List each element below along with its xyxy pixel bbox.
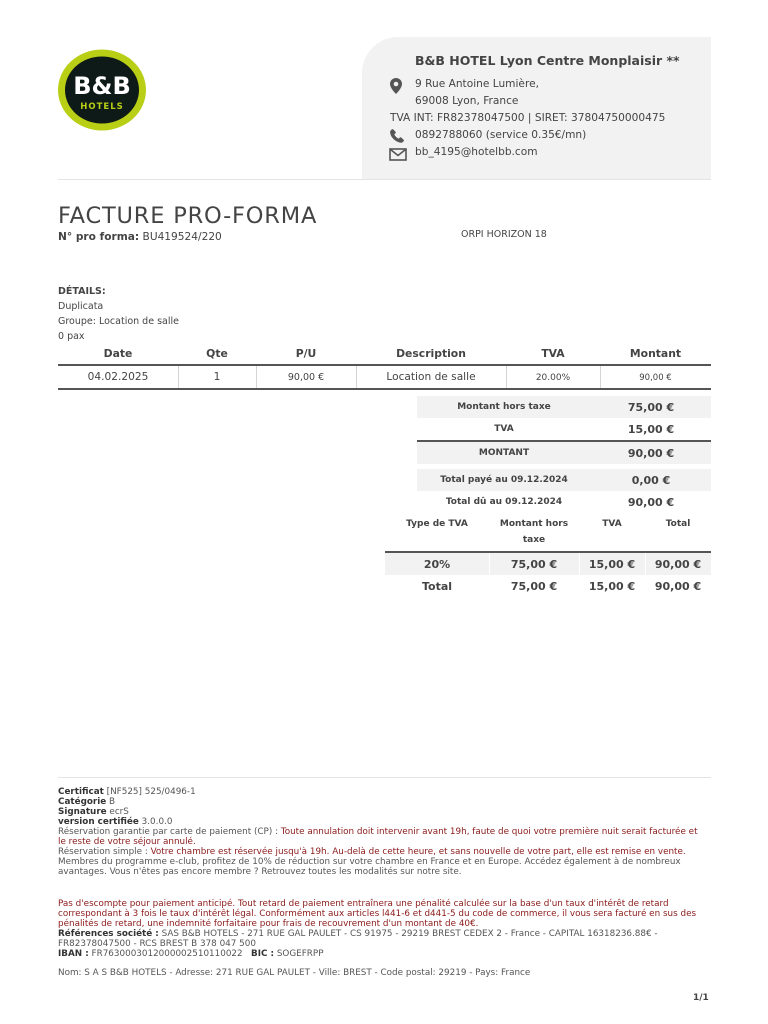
bb-hotels-logo	[57, 49, 147, 131]
detail-line: Duplicata	[58, 301, 104, 312]
guarantee-text: Toute annulation doit intervenir avant 19h, faute de quoi votre première nuit serait facturée et le reste de votre séjour annulé.	[58, 827, 698, 847]
header-divider	[58, 179, 711, 180]
document-title: FACTURE PRO-FORMA	[58, 203, 318, 229]
row-amount: 90,00 €	[639, 373, 672, 383]
table-header-rule	[58, 364, 711, 366]
total-vat-value: 15,00 €	[627, 423, 675, 436]
guarantee-label: Réservation garantie par carte de paiement (CP) :	[58, 827, 279, 837]
footer-divider	[58, 777, 711, 778]
simple-booking-label: Réservation simple :	[58, 847, 148, 857]
row-date: 04.02.2025	[87, 371, 149, 383]
vat-header-total: Total	[665, 519, 691, 529]
proforma-number-label: N° pro forma:	[58, 231, 140, 243]
total-vat-label: TVA	[494, 424, 514, 434]
logo-brand-text: B&B	[73, 72, 131, 100]
bic-value: SOGEFRPP	[276, 949, 324, 959]
signature-value: ecrS	[109, 807, 129, 817]
version-value: 3.0.0.0	[141, 817, 173, 827]
signature-label: Signature	[58, 807, 107, 817]
detail-line: Groupe: Location de salle	[58, 316, 179, 327]
total-amount-value: 90,00 €	[627, 447, 675, 460]
col-header-qty: Qte	[206, 347, 228, 360]
cert-value: [NF525] 525/0496-1	[106, 787, 196, 797]
vat-row-cell: 75,00 €	[510, 558, 558, 571]
late-payment-notice: Pas d'escompte pour paiement anticipé. Tout retard de paiement entraînera une pénalité calculée sur la base d'un taux d'intérêt de retard correspondant à 3 fois le taux d'intérêt légal. Conformément aux articles l441-6 et d441-5 du code de commerce, il vous sera facturé en sus des pénalités de retard, une indemnité forfaitaire pour frais de recouvrement d'un montant de 40€.	[58, 899, 697, 929]
total-excl-tax-label: Montant hors taxe	[457, 402, 551, 412]
vat-total-cell: 90,00 €	[654, 580, 702, 593]
total-due-value: 90,00 €	[627, 496, 675, 509]
row-vat: 20.00%	[535, 373, 571, 383]
page-number: 1/1	[693, 993, 709, 1003]
bic-label: BIC :	[251, 949, 275, 959]
total-paid-value: 0,00 €	[631, 474, 671, 487]
company-refs-label: Références société :	[58, 929, 159, 939]
eclub-notice: Membres du programme e-club, profitez de 10% de réduction sur votre chambre en France et en Europe. Accédez également à de nombreux avantages. Vous n'êtes pas encore membre ? Retrouvez toutes les modalités sur notre site.	[58, 857, 681, 877]
row-unit-price: 90,00 €	[287, 372, 325, 383]
col-header-date: Date	[103, 347, 133, 360]
vat-row-cell: 15,00 €	[588, 558, 636, 571]
hotel-address-line-1: 9 Rue Antoine Lumière,	[415, 78, 539, 90]
total-excl-tax-value: 75,00 €	[627, 401, 675, 414]
vat-header-excl-tax: Montant hors taxe	[499, 519, 569, 545]
iban-label: IBAN :	[58, 949, 89, 959]
total-paid-label: Total payé au 09.12.2024	[440, 475, 568, 485]
envelope-icon	[389, 146, 407, 165]
detail-line: 0 pax	[58, 331, 85, 342]
vat-row-cell: 20%	[423, 558, 451, 571]
vat-row-cell: 90,00 €	[654, 558, 702, 571]
legal-block	[58, 899, 708, 959]
vat-total-cell: 75,00 €	[510, 580, 558, 593]
total-due-label: Total dû au 09.12.2024	[445, 497, 563, 507]
client-name: ORPI HORIZON 18	[461, 229, 547, 240]
col-header-unit-price: P/U	[295, 347, 317, 360]
total-amount-label: MONTANT	[478, 448, 530, 458]
col-header-amount: Montant	[629, 347, 682, 360]
col-header-vat: TVA	[541, 347, 565, 360]
logo-sub-text: HOTELS	[80, 102, 124, 112]
table-bottom-rule	[58, 388, 711, 390]
vat-total-cell: 15,00 €	[588, 580, 636, 593]
map-pin-icon	[390, 78, 402, 98]
row-qty: 1	[213, 371, 221, 383]
col-header-description: Description	[396, 347, 466, 360]
hotel-tax-ids: TVA INT: FR82378047500 | SIRET: 37804750000475	[390, 112, 666, 124]
row-description: Location de salle	[386, 371, 476, 383]
version-label: version certifiée	[58, 817, 139, 827]
company-line: Nom: S A S B&B HOTELS - Adresse: 271 RUE GAL PAULET - Ville: BREST - Code postal: 29219 - Pays: France	[58, 968, 531, 978]
vat-header-vat: TVA	[602, 519, 622, 529]
proforma-number	[58, 231, 222, 243]
vat-header-type: Type de TVA	[406, 519, 468, 529]
hotel-address-line-2: 69008 Lyon, France	[415, 95, 519, 107]
phone-icon	[390, 128, 406, 147]
category-label: Catégorie	[58, 797, 107, 807]
hotel-phone: 0892788060 (service 0.35€/mn)	[415, 129, 587, 141]
hotel-name: B&B HOTEL Lyon Centre Monplaisir **	[415, 53, 680, 68]
proforma-number-value: BU419524/220	[142, 231, 222, 243]
company-refs-text: SAS B&B HOTELS - 271 RUE GAL PAULET - CS 91975 - 29219 BREST CEDEX 2 - France - CAPITAL 16318236.88€ - FR82378047500 - RCS BREST B 378 047 500	[58, 929, 658, 949]
cert-label: Certificat	[58, 787, 104, 797]
certification-block	[58, 787, 708, 877]
details-title: DÉTAILS:	[58, 286, 106, 297]
hotel-email: bb_4195@hotelbb.com	[415, 146, 538, 158]
iban-value: FR7630003012000002510110022	[91, 949, 243, 959]
category-value: B	[109, 797, 116, 807]
vat-total-cell: Total	[421, 580, 453, 593]
simple-booking-text: Votre chambre est réservée jusqu'à 19h. Au-delà de cette heure, et sans nouvelle de votre part, elle est remise en vente.	[150, 847, 686, 857]
